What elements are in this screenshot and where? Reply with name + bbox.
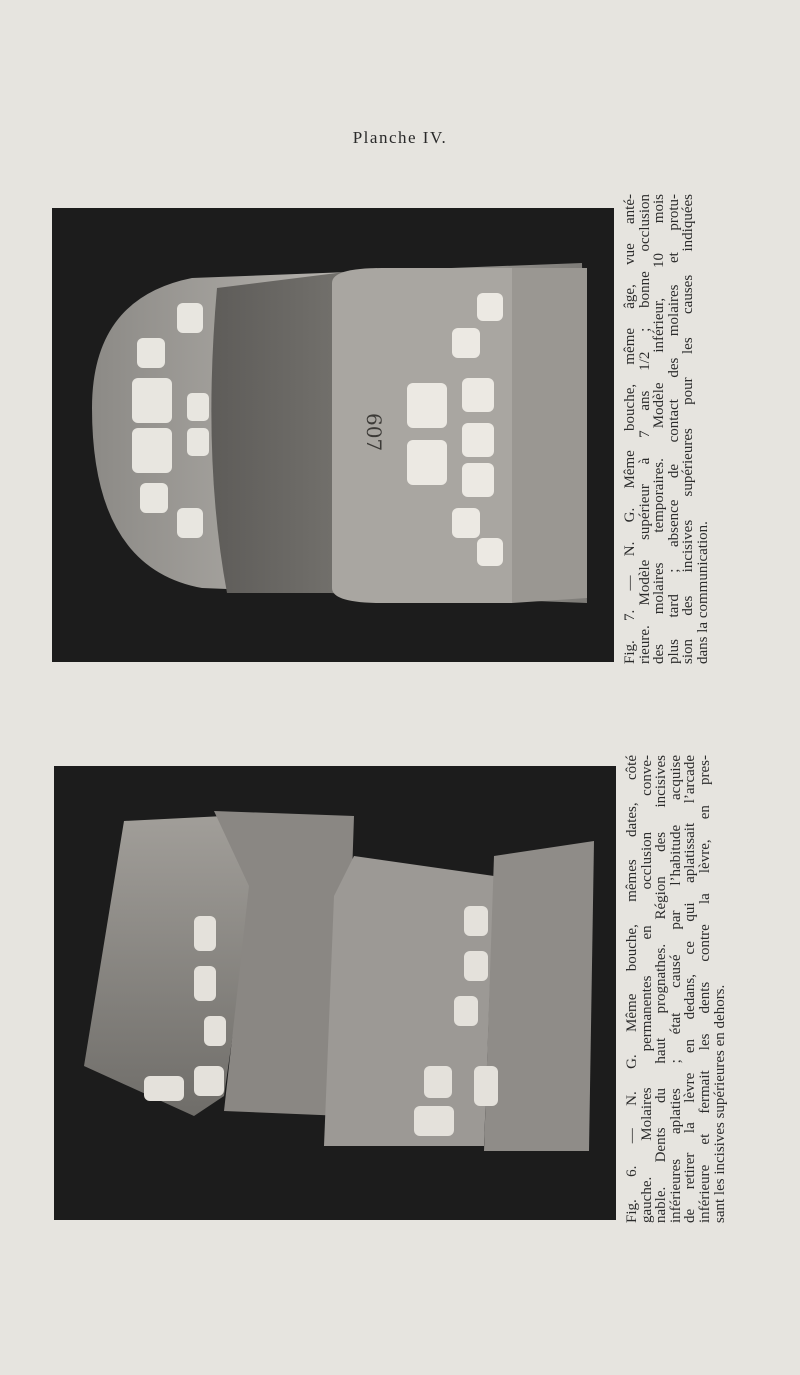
caption-line: plus tard ; absence de contact des molaires et protu- — [665, 194, 682, 664]
caption-line: rieure. Modèle supérieur à 7 ans 1/2 ; bonne occlusion — [636, 194, 653, 664]
fig6-caption — [625, 755, 727, 1223]
fig7-dental-casts-image — [52, 208, 614, 662]
caption-line: sion des incisives supérieures pour les causes indiquées — [680, 194, 697, 664]
plate-title: Planche IV. — [352, 128, 448, 147]
caption-line: inférieures aplaties ; état causé par l’habitude acquise — [667, 755, 684, 1223]
caption-line: sant les incisives supérieures en dehors. — [711, 984, 728, 1223]
cast-inscription: 607 — [362, 413, 386, 452]
fig7-caption — [623, 194, 711, 664]
fig7-photograph — [52, 208, 614, 662]
caption-line: nable. Dents du haut prognathes. Région des incisives — [653, 755, 670, 1223]
caption-line: de retirer la lèvre en dedans, ce qui aplatissait l’arcade — [682, 755, 699, 1223]
caption-line: gauche. Molaires permanentes en occlusion conve- — [638, 755, 655, 1223]
caption-line: des molaires temporaires. Modèle inférieur, 10 mois — [651, 194, 668, 664]
caption-line: dans la communication. — [694, 521, 711, 664]
fig6-dental-casts-image — [54, 766, 616, 1220]
caption-line: Fig. 6. — N. G. Même bouche, mêmes dates, côté — [624, 755, 640, 1223]
fig6-photograph — [54, 766, 616, 1220]
caption-line: Fig. 7. — N. G. Même bouche, même âge, vue anté- — [622, 194, 638, 664]
caption-line: inférieure et fermait les dents contre la lèvre, en pres- — [696, 755, 713, 1223]
